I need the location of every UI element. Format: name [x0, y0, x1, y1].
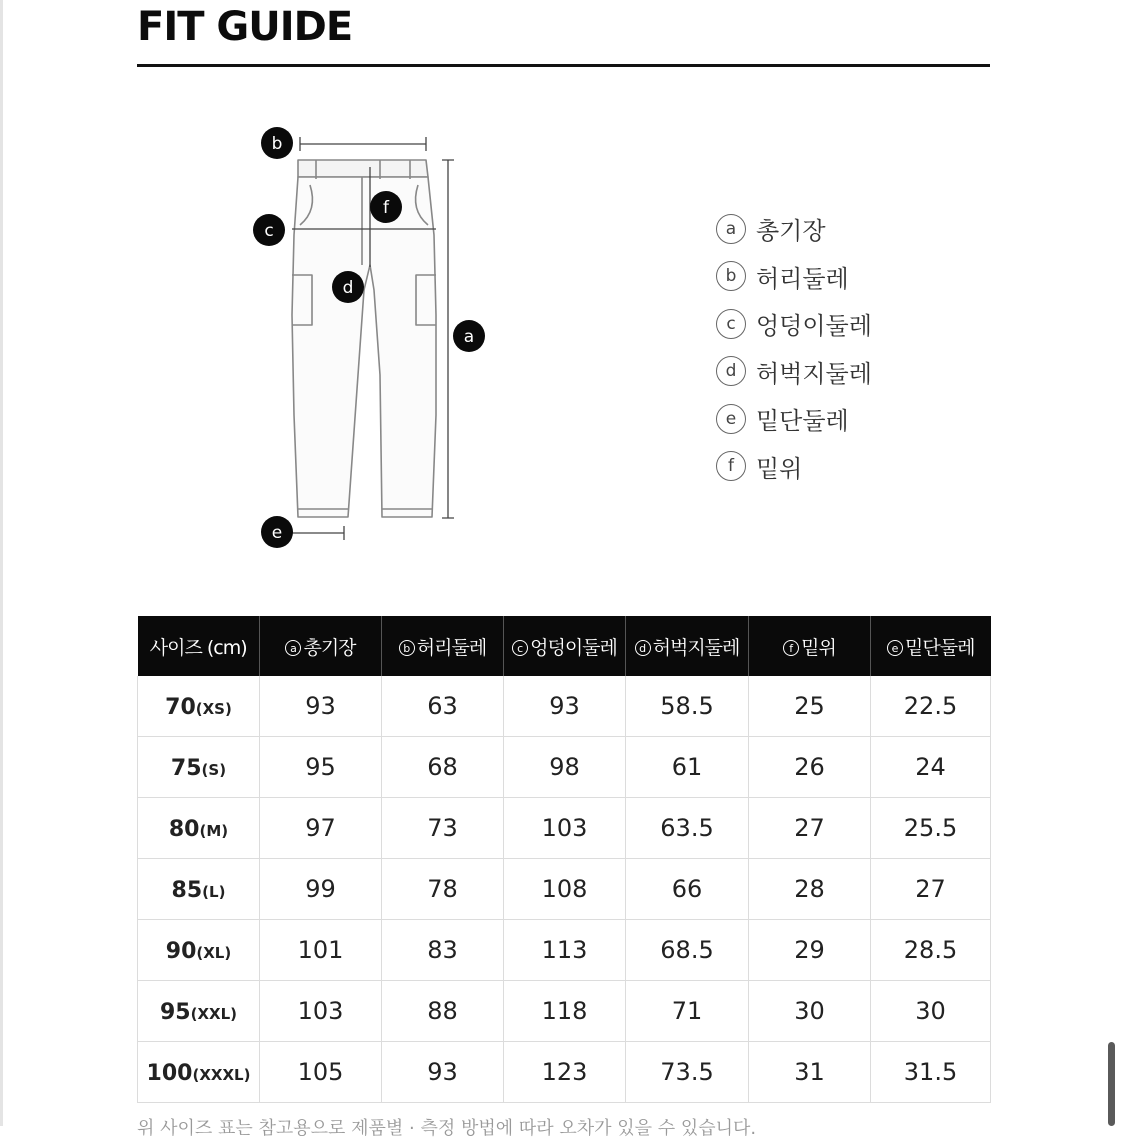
header-label: 밑단둘레: [905, 636, 975, 659]
table-cell: 61: [626, 737, 749, 798]
measurement-legend: [716, 205, 872, 490]
header-label: 밑위: [801, 636, 836, 659]
table-cell: 98: [504, 737, 626, 798]
size-label: (S): [201, 761, 227, 779]
table-cell: 73.5: [626, 1042, 749, 1103]
legend-label: 밑위: [756, 454, 803, 483]
header-letter: a: [285, 640, 301, 656]
marker-c: c: [264, 221, 274, 241]
marker-b: b: [271, 134, 283, 154]
header-letter: d: [635, 640, 651, 656]
size-cell: [138, 920, 260, 981]
size-label: (L): [202, 883, 226, 901]
table-cell: 29: [749, 920, 871, 981]
table-cell: 30: [871, 981, 991, 1042]
table-cell: 27: [871, 859, 991, 920]
table-cell: 28: [749, 859, 871, 920]
table-cell: 123: [504, 1042, 626, 1103]
size-cell: [138, 798, 260, 859]
size-cell: [138, 859, 260, 920]
table-cell: 103: [504, 798, 626, 859]
legend-label: 엉덩이둘레: [756, 312, 872, 341]
table-cell: 66: [626, 859, 749, 920]
legend-label: 허벅지둘레: [756, 359, 872, 388]
table-cell: 113: [504, 920, 626, 981]
header-label: 허리둘레: [416, 636, 487, 659]
pants-diagram: [240, 115, 500, 555]
header-rise: [749, 616, 871, 676]
legend-letter: d: [716, 356, 746, 386]
table-cell: 68: [382, 737, 504, 798]
table-cell: 63: [382, 676, 504, 737]
marker-a: a: [463, 327, 475, 347]
table-cell: 105: [260, 1042, 382, 1103]
legend-letter: a: [716, 214, 746, 244]
header-total-length: [260, 616, 382, 676]
table-row: [138, 676, 991, 737]
table-cell: 30: [749, 981, 871, 1042]
table-row: [138, 798, 991, 859]
size-label: (XXL): [190, 1005, 238, 1023]
size-cell: [138, 737, 260, 798]
table-cell: 88: [382, 981, 504, 1042]
table-cell: 22.5: [871, 676, 991, 737]
table-cell: 68.5: [626, 920, 749, 981]
hem-line: [290, 526, 344, 540]
legend-label: 허리둘레: [756, 264, 849, 293]
table-cell: 101: [260, 920, 382, 981]
size-table-container: [137, 616, 990, 1103]
legend-label: 밑단둘레: [756, 407, 849, 436]
header-label: 엉덩이둘레: [530, 636, 617, 659]
legend-letter: c: [716, 309, 746, 339]
table-cell: 27: [749, 798, 871, 859]
left-edge: [0, 0, 3, 1126]
header-hem: [871, 616, 991, 676]
table-cell: 93: [504, 676, 626, 737]
table-row: [138, 737, 991, 798]
table-cell: 78: [382, 859, 504, 920]
table-cell: 118: [504, 981, 626, 1042]
table-cell: 97: [260, 798, 382, 859]
table-cell: 95: [260, 737, 382, 798]
marker-d: d: [342, 278, 354, 298]
table-cell: 108: [504, 859, 626, 920]
legend-letter: b: [716, 261, 746, 291]
table-cell: 93: [260, 676, 382, 737]
legend-item: [716, 300, 872, 348]
size-value: 90: [165, 939, 197, 964]
table-cell: 31: [749, 1042, 871, 1103]
header-size: 사이즈 (cm): [138, 616, 260, 676]
table-cell: 31.5: [871, 1042, 991, 1103]
size-value: 80: [168, 817, 200, 842]
header-waist: [382, 616, 504, 676]
legend-letter: e: [716, 404, 746, 434]
size-value: 85: [171, 878, 203, 903]
length-line: [442, 160, 454, 518]
table-header-row: [138, 616, 991, 676]
marker-f: f: [383, 198, 389, 218]
table-cell: 71: [626, 981, 749, 1042]
table-cell: 58.5: [626, 676, 749, 737]
size-value: 75: [170, 756, 202, 781]
legend-item: [716, 205, 872, 253]
size-value: 95: [159, 1000, 191, 1025]
waist-line: [300, 137, 426, 151]
page-title: FIT GUIDE: [137, 4, 353, 50]
size-cell: [138, 1042, 260, 1103]
pants-outline: [292, 160, 436, 517]
header-letter: b: [399, 640, 415, 656]
legend-item: [716, 348, 872, 396]
table-row: [138, 920, 991, 981]
table-row: [138, 1042, 991, 1103]
table-cell: 24: [871, 737, 991, 798]
size-label: (XS): [195, 700, 232, 718]
table-cell: 99: [260, 859, 382, 920]
size-label: (XL): [196, 944, 232, 962]
size-cell: [138, 981, 260, 1042]
table-cell: 26: [749, 737, 871, 798]
footnote: 위 사이즈 표는 참고용으로 제품별 · 측정 방법에 따라 오차가 있을 수 있습니다.: [137, 1118, 757, 1139]
size-value: 70: [165, 695, 196, 720]
table-cell: 83: [382, 920, 504, 981]
header-label: 허벅지둘레: [652, 636, 740, 659]
header-hip: [504, 616, 626, 676]
header-letter: f: [783, 640, 799, 656]
size-value: 100: [146, 1061, 193, 1086]
table-cell: 25.5: [871, 798, 991, 859]
size-label: (XXXL): [192, 1066, 251, 1084]
table-row: [138, 859, 991, 920]
table-cell: 28.5: [871, 920, 991, 981]
table-cell: 25: [749, 676, 871, 737]
header-label: 총기장: [303, 636, 356, 659]
header-letter: c: [512, 640, 528, 656]
size-label: (M): [199, 822, 229, 840]
table-cell: 103: [260, 981, 382, 1042]
size-table: [137, 616, 991, 1103]
legend-item: [716, 395, 872, 443]
scrollbar-thumb[interactable]: [1108, 1042, 1115, 1126]
legend-label: 총기장: [756, 217, 826, 246]
marker-e: e: [271, 523, 283, 543]
header-thigh: [626, 616, 749, 676]
legend-item: [716, 443, 872, 491]
table-row: [138, 981, 991, 1042]
size-cell: [138, 676, 260, 737]
table-cell: 93: [382, 1042, 504, 1103]
legend-letter: f: [716, 451, 746, 481]
legend-item: [716, 253, 872, 301]
table-cell: 63.5: [626, 798, 749, 859]
table-cell: 73: [382, 798, 504, 859]
header-letter: e: [887, 640, 903, 656]
title-divider: [137, 64, 990, 67]
